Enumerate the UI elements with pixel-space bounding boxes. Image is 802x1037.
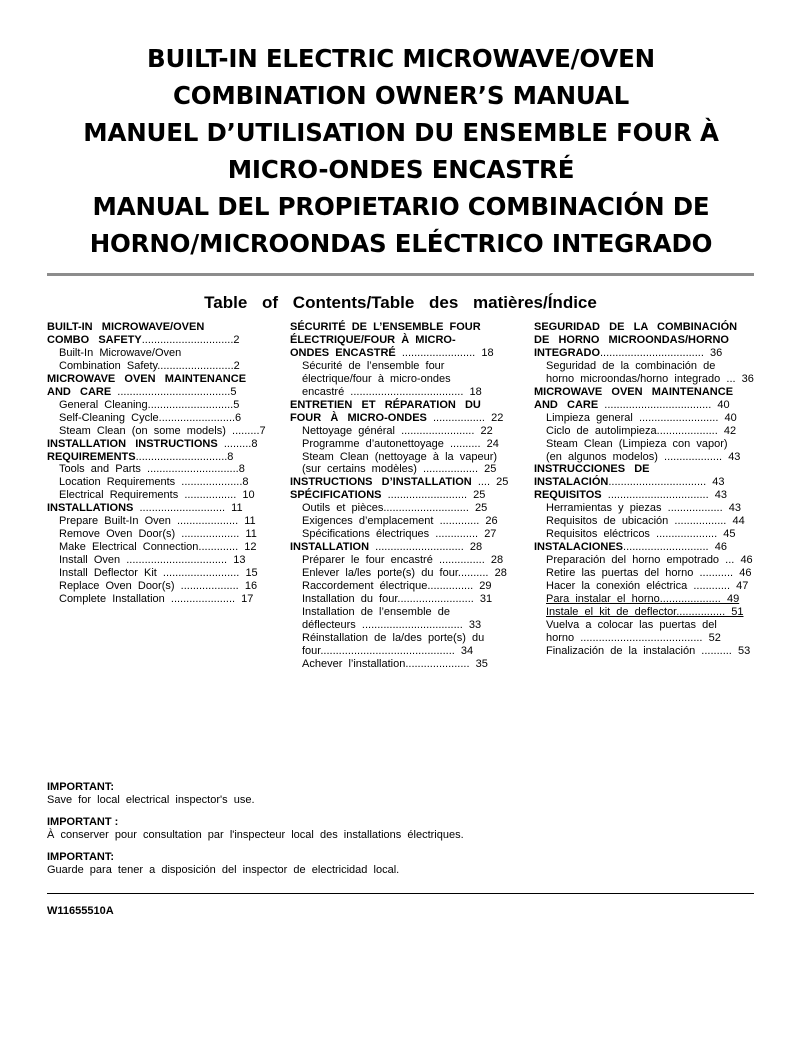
toc-entry-text: Préparer le four encastré ............... 28 (302, 554, 504, 567)
toc-entry-text: Limpieza general .......................... 40 (546, 411, 737, 424)
toc-entry-leader: .......................... 25 (381, 489, 486, 502)
title-line: MANUAL DEL PROPIETARIO COMBINACIÓN DE (92, 192, 710, 221)
note-label: IMPORTANT : (47, 816, 119, 828)
note-text: Guarde para tener a disposición del inspector de electricidad local. (47, 863, 400, 876)
toc-subentry (534, 438, 774, 451)
toc-entry-text: Seguridad de la combinación de (546, 359, 716, 372)
toc-subentry (290, 360, 530, 373)
toc-column-french (290, 321, 530, 671)
toc-entry-text: Instale el kit de deflector................ 51 (546, 605, 744, 618)
toc-subentry (290, 438, 530, 451)
toc-subentry (290, 580, 530, 593)
toc-entry-text: four............................................ 34 (302, 644, 474, 657)
toc-subentry (534, 619, 774, 632)
toc-subentry (47, 528, 285, 541)
toc-section-entry (47, 386, 285, 399)
toc-entry-text: Finalización de la instalación .......... 53 (546, 644, 751, 657)
toc-subentry (47, 412, 285, 425)
toc-subentry (290, 425, 530, 438)
toc-entry-text: Spécifications électriques .............. 27 (302, 528, 497, 541)
toc-entry-leader: ..............................8 (135, 450, 234, 463)
toc-entry-text: Built-In Microwave/Oven (59, 346, 182, 359)
toc-subentry (290, 658, 530, 671)
note-english (47, 781, 754, 806)
toc-section-entry (47, 451, 285, 464)
toc-entry-leader: ................................ 43 (608, 476, 725, 489)
toc-entry-text: ONDES ENCASTRÉ (290, 346, 396, 359)
toc-section-entry (290, 412, 530, 425)
toc-entry-text: Enlever la/les porte(s) du four.......... 28 (302, 567, 507, 580)
toc-subentry (47, 567, 285, 580)
toc-section-entry (534, 541, 774, 554)
toc-section-entry (534, 399, 774, 412)
title-line: COMBINATION OWNER’S MANUAL (172, 81, 630, 110)
important-notes (47, 781, 754, 886)
toc-entry-leader: ............................. 28 (369, 541, 483, 554)
title-divider (47, 273, 754, 276)
title-line: MANUEL D’UTILISATION DU ENSEMBLE FOUR À (83, 118, 719, 147)
toc-entry-text: Ciclo de autolimpieza.................... 42 (546, 424, 737, 437)
toc-subentry (534, 606, 774, 619)
toc-section-entry (534, 386, 774, 399)
toc-section-entry (534, 347, 774, 360)
toc-subentry (290, 632, 530, 645)
toc-entry-text: Installation de l’ensemble de (302, 605, 450, 618)
toc-subentry (47, 425, 285, 438)
toc-entry-leader: .........8 (217, 437, 258, 450)
toc-entry-text: Self-Cleaning Cycle.........................6 (59, 411, 242, 424)
toc-subentry (290, 567, 530, 580)
toc-entry-text: Steam Clean (nettoyage à la vapeur) (302, 450, 498, 463)
toc-entry-leader: ............................ 46 (623, 541, 727, 554)
toc-section-entry (290, 541, 530, 554)
toc-subentry (534, 502, 774, 515)
toc-entry-text: Steam Clean (on some models) .........7 (59, 424, 266, 437)
toc-section-entry (290, 347, 530, 360)
toc-entry-text: AND CARE (47, 385, 112, 398)
toc-entry-text: INSTALLATIONS (47, 502, 134, 515)
toc-entry-text: AND CARE (534, 398, 599, 411)
toc-subentry (290, 554, 530, 567)
toc-subentry (534, 554, 774, 567)
footer-divider (47, 893, 754, 894)
title-line: HORNO/MICROONDAS ELÉCTRICO INTEGRADO (89, 229, 713, 258)
document-id: W11655510A (47, 905, 114, 917)
toc-entry-text: Install Oven ................................. 13 (59, 554, 246, 567)
toc-section-entry (534, 321, 774, 334)
toc-entry-leader: ............................ 11 (133, 502, 243, 515)
title-line: MICRO-ONDES ENCASTRÉ (227, 155, 575, 184)
toc-entry-text: DE HORNO MICROONDAS/HORNO (534, 333, 729, 346)
toc-entry-text: Preparación del horno empotrado ... 46 (546, 554, 753, 567)
toc-entry-text: INSTALACIÓN (534, 476, 609, 489)
toc-entry-text: FOUR À MICRO-ONDES (290, 411, 427, 424)
toc-section-entry (534, 476, 774, 489)
toc-subentry (290, 515, 530, 528)
toc-subentry (290, 386, 530, 399)
toc-subentry (290, 593, 530, 606)
toc-subentry (47, 360, 285, 373)
toc-section-entry (534, 489, 774, 502)
document-title (40, 40, 762, 262)
toc-entry-leader: .................................. 36 (600, 346, 723, 359)
toc-entry-text: REQUISITOS (534, 489, 602, 502)
toc-subentry (47, 476, 285, 489)
toc-entry-text: INSTALLATION (290, 541, 370, 554)
toc-entry-text: Location Requirements ....................8 (59, 476, 249, 489)
toc-entry-text: Complete Installation ..................... 17 (59, 593, 254, 606)
toc-entry-text: MICROWAVE OVEN MAINTENANCE (534, 385, 734, 398)
toc-entry-text: SPÉCIFICATIONS (290, 489, 382, 502)
toc-entry-text: horno microondas/horno integrado ... 36 (546, 372, 754, 385)
toc-subentry (290, 451, 530, 464)
toc-heading: Table of Contents/Table des matières/Índice (204, 293, 597, 312)
toc-entry-text: Achever l’installation..................... 35 (302, 657, 488, 670)
toc-entry-text: SÉCURITÉ DE L’ENSEMBLE FOUR (290, 321, 481, 333)
toc-entry-text: Tools and Parts ..............................8 (59, 463, 245, 476)
toc-entry-text: Requisitos de ubicación ................. 44 (546, 515, 745, 528)
toc-subentry (534, 632, 774, 645)
toc-section-entry (47, 502, 285, 515)
toc-subentry (47, 489, 285, 502)
toc-entry-text: électrique/four à micro-ondes (302, 372, 451, 385)
toc-entry-leader: .....................................5 (111, 385, 237, 398)
toc-entry-text: INSTRUCCIONES DE (534, 463, 650, 476)
toc-entry-text: Install Deflector Kit ......................... 15 (59, 567, 258, 580)
note-label: IMPORTANT: (47, 851, 115, 863)
toc-subentry (290, 373, 530, 386)
toc-subentry (534, 580, 774, 593)
toc-subentry (47, 515, 285, 528)
toc-subentry (534, 593, 774, 606)
toc-section-entry (290, 399, 530, 412)
toc-subentry (47, 541, 285, 554)
toc-entry-leader: ........................ 18 (395, 346, 494, 359)
toc-entry-text: (sur certains modèles) .................. 25 (302, 463, 497, 476)
toc-entry-text: horno ........................................ 52 (546, 631, 721, 644)
toc-subentry (534, 412, 774, 425)
toc-entry-leader: ................................. 43 (601, 489, 727, 502)
toc-entry-text: Retire las puertas del horno ........... 46 (546, 567, 752, 580)
note-label: IMPORTANT: (47, 781, 115, 793)
toc-entry-text: INSTALLATION INSTRUCTIONS (47, 437, 218, 450)
toc-section-entry (47, 321, 285, 334)
toc-entry-text: Combination Safety.........................2 (59, 359, 240, 372)
toc-subentry (534, 515, 774, 528)
toc-entry-text: Para instalar el horno.................... 49 (546, 593, 740, 606)
toc-section-entry (534, 334, 774, 347)
toc-subentry (47, 593, 285, 606)
toc-entry-text: REQUIREMENTS (47, 450, 136, 463)
toc-entry-text: Replace Oven Door(s) ................... 16 (59, 580, 258, 593)
toc-subentry (290, 606, 530, 619)
toc-subentry (534, 451, 774, 464)
toc-entry-text: ÉLECTRIQUE/FOUR À MICRO- (290, 333, 456, 346)
toc-subentry (47, 463, 285, 476)
toc-entry-text: ENTRETIEN ET RÉPARATION DU (290, 398, 481, 411)
toc-entry-text: encastré ..................................... 18 (302, 385, 482, 398)
toc-entry-text: Prepare Built-In Oven .................... 11 (59, 515, 256, 528)
toc-subentry (47, 580, 285, 593)
toc-subentry (290, 645, 530, 658)
toc-column-english (47, 321, 285, 606)
toc-entry-text: Vuelva a colocar las puertas del (546, 618, 717, 631)
toc-subentry (290, 463, 530, 476)
toc-entry-text: INSTRUCTIONS D’INSTALLATION (290, 476, 472, 489)
note-french (47, 816, 754, 841)
toc-entry-text: Electrical Requirements ................. 10 (59, 489, 255, 502)
toc-entry-text: Nettoyage général ........................ 22 (302, 424, 493, 437)
toc-subentry (534, 528, 774, 541)
toc-section-entry (47, 373, 285, 386)
toc-entry-text: Raccordement électrique............... 29 (302, 580, 492, 593)
toc-subentry (534, 567, 774, 580)
toc-section-entry (290, 489, 530, 502)
toc-subentry (290, 619, 530, 632)
toc-entry-text: Requisitos eléctricos .................... 45 (546, 528, 736, 541)
toc-subentry (47, 554, 285, 567)
toc-column-spanish (534, 321, 774, 658)
toc-entry-text: Make Electrical Connection............. 12 (59, 541, 257, 554)
toc-entry-leader: ..............................2 (141, 333, 240, 346)
toc-subentry (534, 373, 774, 386)
toc-entry-text: General Cleaning............................5 (59, 398, 240, 411)
toc-entry-text: INTEGRADO (534, 346, 600, 359)
toc-section-entry (290, 476, 530, 489)
toc-subentry (534, 360, 774, 373)
toc-section-entry (534, 463, 774, 476)
toc-entry-text: Programme d’autonettoyage .......... 24 (302, 437, 499, 450)
toc-section-entry (47, 334, 285, 347)
toc-section-entry (47, 438, 285, 451)
toc-entry-text: Herramientas y piezas .................. 43 (546, 502, 742, 515)
toc-entry-text: Réinstallation de la/des porte(s) du (302, 631, 485, 644)
toc-subentry (47, 347, 285, 360)
toc-entry-text: COMBO SAFETY (47, 333, 142, 346)
toc-subentry (534, 425, 774, 438)
toc-entry-leader: ................. 22 (426, 411, 504, 424)
toc-subentry (290, 528, 530, 541)
toc-entry-text: Installation du four......................... 31 (302, 593, 493, 606)
toc-entry-text: BUILT-IN MICROWAVE/OVEN (47, 321, 205, 333)
toc-subentry (534, 645, 774, 658)
toc-entry-text: SEGURIDAD DE LA COMBINACIÓN (534, 321, 738, 333)
toc-entry-text: Sécurité de l’ensemble four (302, 359, 445, 372)
toc-entry-text: INSTALACIONES (534, 541, 624, 554)
toc-entry-text: Steam Clean (Limpieza con vapor) (546, 437, 728, 450)
title-line: BUILT-IN ELECTRIC MICROWAVE/OVEN (147, 44, 655, 73)
toc-entry-text: MICROWAVE OVEN MAINTENANCE (47, 372, 247, 385)
toc-subentry (47, 399, 285, 412)
note-text: Save for local electrical inspector's use. (47, 793, 255, 806)
toc-subentry (290, 502, 530, 515)
toc-entry-text: déflecteurs ................................. 33 (302, 618, 482, 631)
toc-section-entry (290, 334, 530, 347)
note-spanish (47, 851, 754, 876)
toc-entry-leader: ................................... 40 (598, 398, 730, 411)
toc-section-entry (290, 321, 530, 334)
toc-entry-leader: .... 25 (471, 476, 509, 489)
toc-entry-text: Remove Oven Door(s) ................... 11 (59, 528, 257, 541)
note-text: À conserver pour consultation par l'inspecteur local des installations électriques. (47, 828, 464, 841)
toc-entry-text: Outils et pièces............................ 25 (302, 502, 488, 515)
toc-entry-text: (en algunos modelos) ................... 43 (546, 450, 741, 463)
toc-entry-text: Hacer la conexión eléctrica ............ 47 (546, 580, 749, 593)
toc-entry-text: Exigences d’emplacement ............. 26 (302, 515, 498, 528)
